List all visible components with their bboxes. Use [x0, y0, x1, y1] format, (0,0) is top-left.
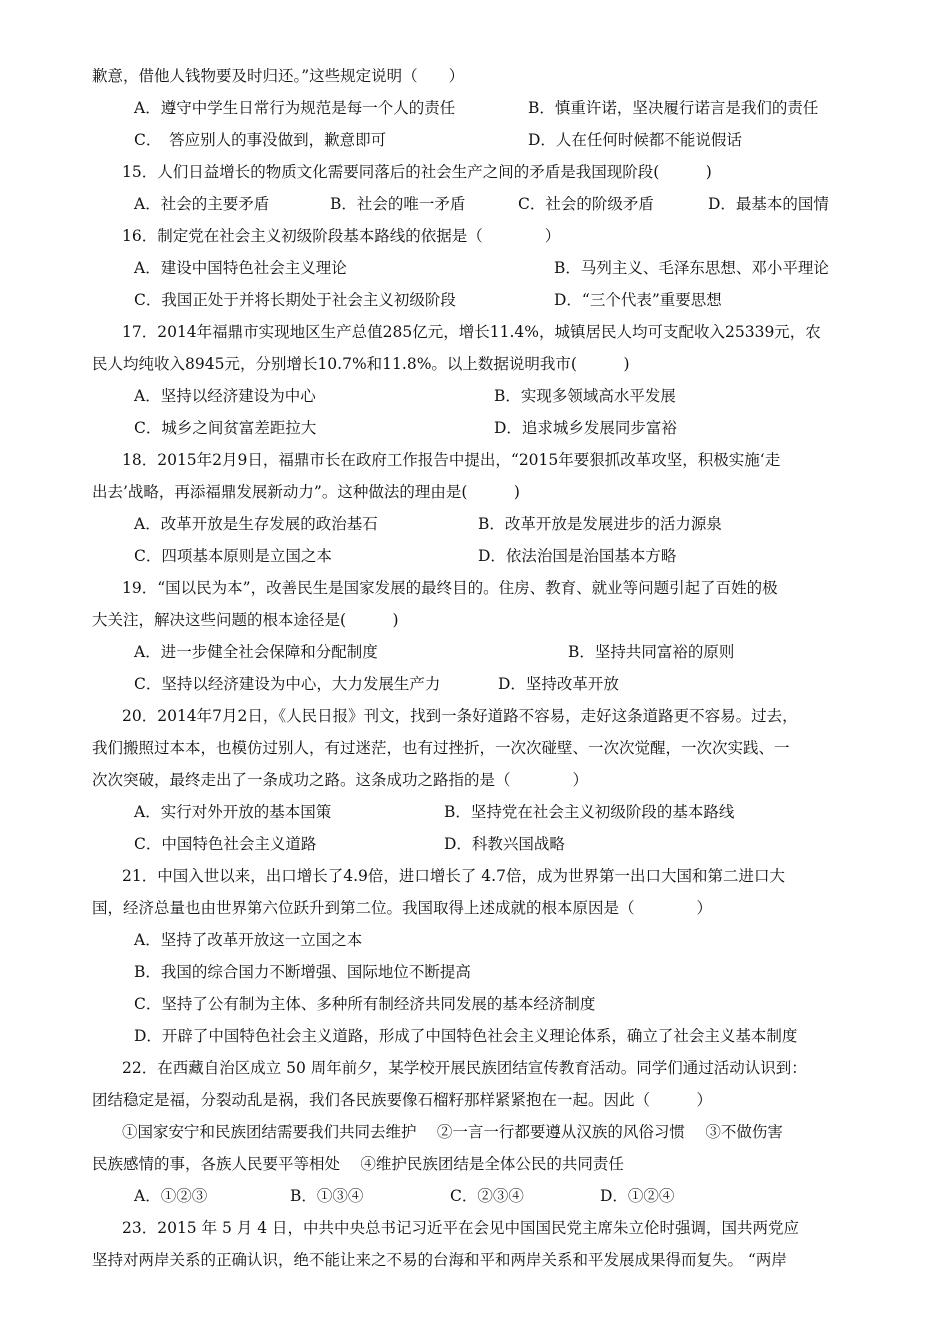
question-20: 20．2014年7月2日，《人民日报》刊文，找到一条好道路不容易，走好这条道路更不容易。过去，	[122, 707, 798, 725]
option-a: A．社会的主要矛盾	[134, 195, 270, 213]
question-18: 18．2015年2月9日，福鼎市长在政府工作报告中提出，“2015年要狠抓改革攻坚，积极实施‘走	[122, 451, 781, 469]
option-c: C．中国特色社会主义道路	[134, 835, 317, 853]
question-23: 23．2015 年 5 月 4 日，中共中央总书记习近平在会见中国国民党主席朱立伦时强调，国共两党应	[122, 1219, 800, 1237]
option-b: B．坚持共同富裕的原则	[568, 643, 735, 661]
option-a: A．进一步健全社会保障和分配制度	[134, 643, 378, 661]
option-a: A．建设中国特色社会主义理论	[134, 259, 347, 277]
statement-line: ①国家安宁和民族团结需要我们共同去维护 ②一言一行都要遵从汉族的风俗习惯 ③不做伤害	[122, 1123, 783, 1141]
option-c: C．②③④	[450, 1187, 524, 1205]
option-b: B．社会的唯一矛盾	[330, 195, 466, 213]
option-b: B．改革开放是发展进步的活力源泉	[478, 515, 722, 533]
text-line: 民人均纯收入8945元，分别增长10.7%和11.8%。以上数据说明我市( )	[92, 355, 630, 373]
option-a: A．①②③	[134, 1187, 208, 1205]
text-line: 民族感情的事，各族人民要平等相处 ④维护民族团结是全体公民的共同责任	[92, 1155, 624, 1173]
option-b: B．慎重许诺，坚决履行诺言是我们的责任	[528, 99, 819, 117]
option-d: D．①②④	[600, 1187, 675, 1205]
option-c: C．我国正处于并将长期处于社会主义初级阶段	[134, 291, 456, 309]
text-line: 次次突破，最终走出了一条成功之路。这条成功之路指的是（ ）	[92, 771, 589, 789]
question-15: 15．人们日益增长的物质文化需要同落后的社会生产之间的矛盾是我国现阶段( )	[122, 163, 712, 181]
option-c: C．坚持以经济建设为中心，大力发展生产力	[134, 675, 441, 693]
option-a: A．实行对外开放的基本国策	[134, 803, 332, 821]
text-line: 国，经济总量也由世界第六位跃升到第二位。我国取得上述成就的根本原因是（ ）	[92, 899, 713, 917]
question-22: 22．在西藏自治区成立 50 周年前夕，某学校开展民族团结宣传教育活动。同学们通过活动认识到：	[122, 1059, 807, 1077]
question-17: 17．2014年福鼎市实现地区生产总值285亿元，增长11.4%，城镇居民人均可支配收入25339元，农	[122, 323, 821, 341]
option-b: B．马列主义、毛泽东思想、邓小平理论	[554, 259, 829, 277]
text-line: 团结稳定是福，分裂动乱是祸，我们各民族要像石榴籽那样紧紧抱在一起。因此（ ）	[92, 1091, 713, 1109]
option-b: B．我国的综合国力不断增强、国际地位不断提高	[134, 963, 471, 981]
option-a: A．改革开放是生存发展的政治基石	[134, 515, 378, 533]
text-line: 大关注，解决这些问题的根本途径是( )	[92, 611, 399, 629]
option-c: C．社会的阶级矛盾	[518, 195, 654, 213]
option-c: C．坚持了公有制为主体、多种所有制经济共同发展的基本经济制度	[134, 995, 596, 1013]
option-c: C．城乡之间贫富差距拉大	[134, 419, 317, 437]
option-b: B．①③④	[290, 1187, 364, 1205]
option-d: D．科教兴国战略	[444, 835, 565, 853]
text-line: 我们搬照过本本，也模仿过别人，有过迷茫，也有过挫折，一次次碰壁、一次次觉醒，一次次实践、一	[92, 739, 790, 757]
option-d: D．开辟了中国特色社会主义道路，形成了中国特色社会主义理论体系，确立了社会主义基本制度	[134, 1027, 798, 1045]
question-19: 19．“国以民为本”，改善民生是国家发展的最终目的。住房、教育、就业等问题引起了百姓的极	[122, 579, 778, 597]
option-a: A．坚持以经济建设为中心	[134, 387, 316, 405]
option-d: D．追求城乡发展同步富裕	[494, 419, 677, 437]
option-d: D．最基本的国情	[708, 195, 829, 213]
option-c: C． 答应别人的事没做到，歉意即可	[134, 131, 387, 149]
option-d: D．坚持改革开放	[498, 675, 619, 693]
text-line: 歉意，借他人钱物要及时归还。”这些规定说明（ ）	[92, 67, 465, 85]
text-line: 出去’战略，再添福鼎发展新动力”。这种做法的理由是( )	[92, 483, 520, 501]
option-d: D．依法治国是治国基本方略	[478, 547, 677, 565]
option-d: D．人在任何时候都不能说假话	[528, 131, 742, 149]
question-16: 16．制定党在社会主义初级阶段基本路线的依据是（ ）	[122, 227, 561, 245]
option-c: C．四项基本原则是立国之本	[134, 547, 332, 565]
option-d: D．“三个代表”重要思想	[554, 291, 722, 309]
option-a: A．遵守中学生日常行为规范是每一个人的责任	[134, 99, 456, 117]
question-21: 21．中国入世以来，出口增长了4.9倍，进口增长了 4.7倍，成为世界第一出口大国和第二进口大	[122, 867, 785, 885]
option-a: A．坚持了改革开放这一立国之本	[134, 931, 363, 949]
option-b: B．坚持党在社会主义初级阶段的基本路线	[444, 803, 735, 821]
option-b: B．实现多领域高水平发展	[494, 387, 676, 405]
text-line: 坚持对两岸关系的正确认识，绝不能让来之不易的台海和平和两岸关系和平发展成果得而复失。 “两岸	[92, 1251, 787, 1269]
